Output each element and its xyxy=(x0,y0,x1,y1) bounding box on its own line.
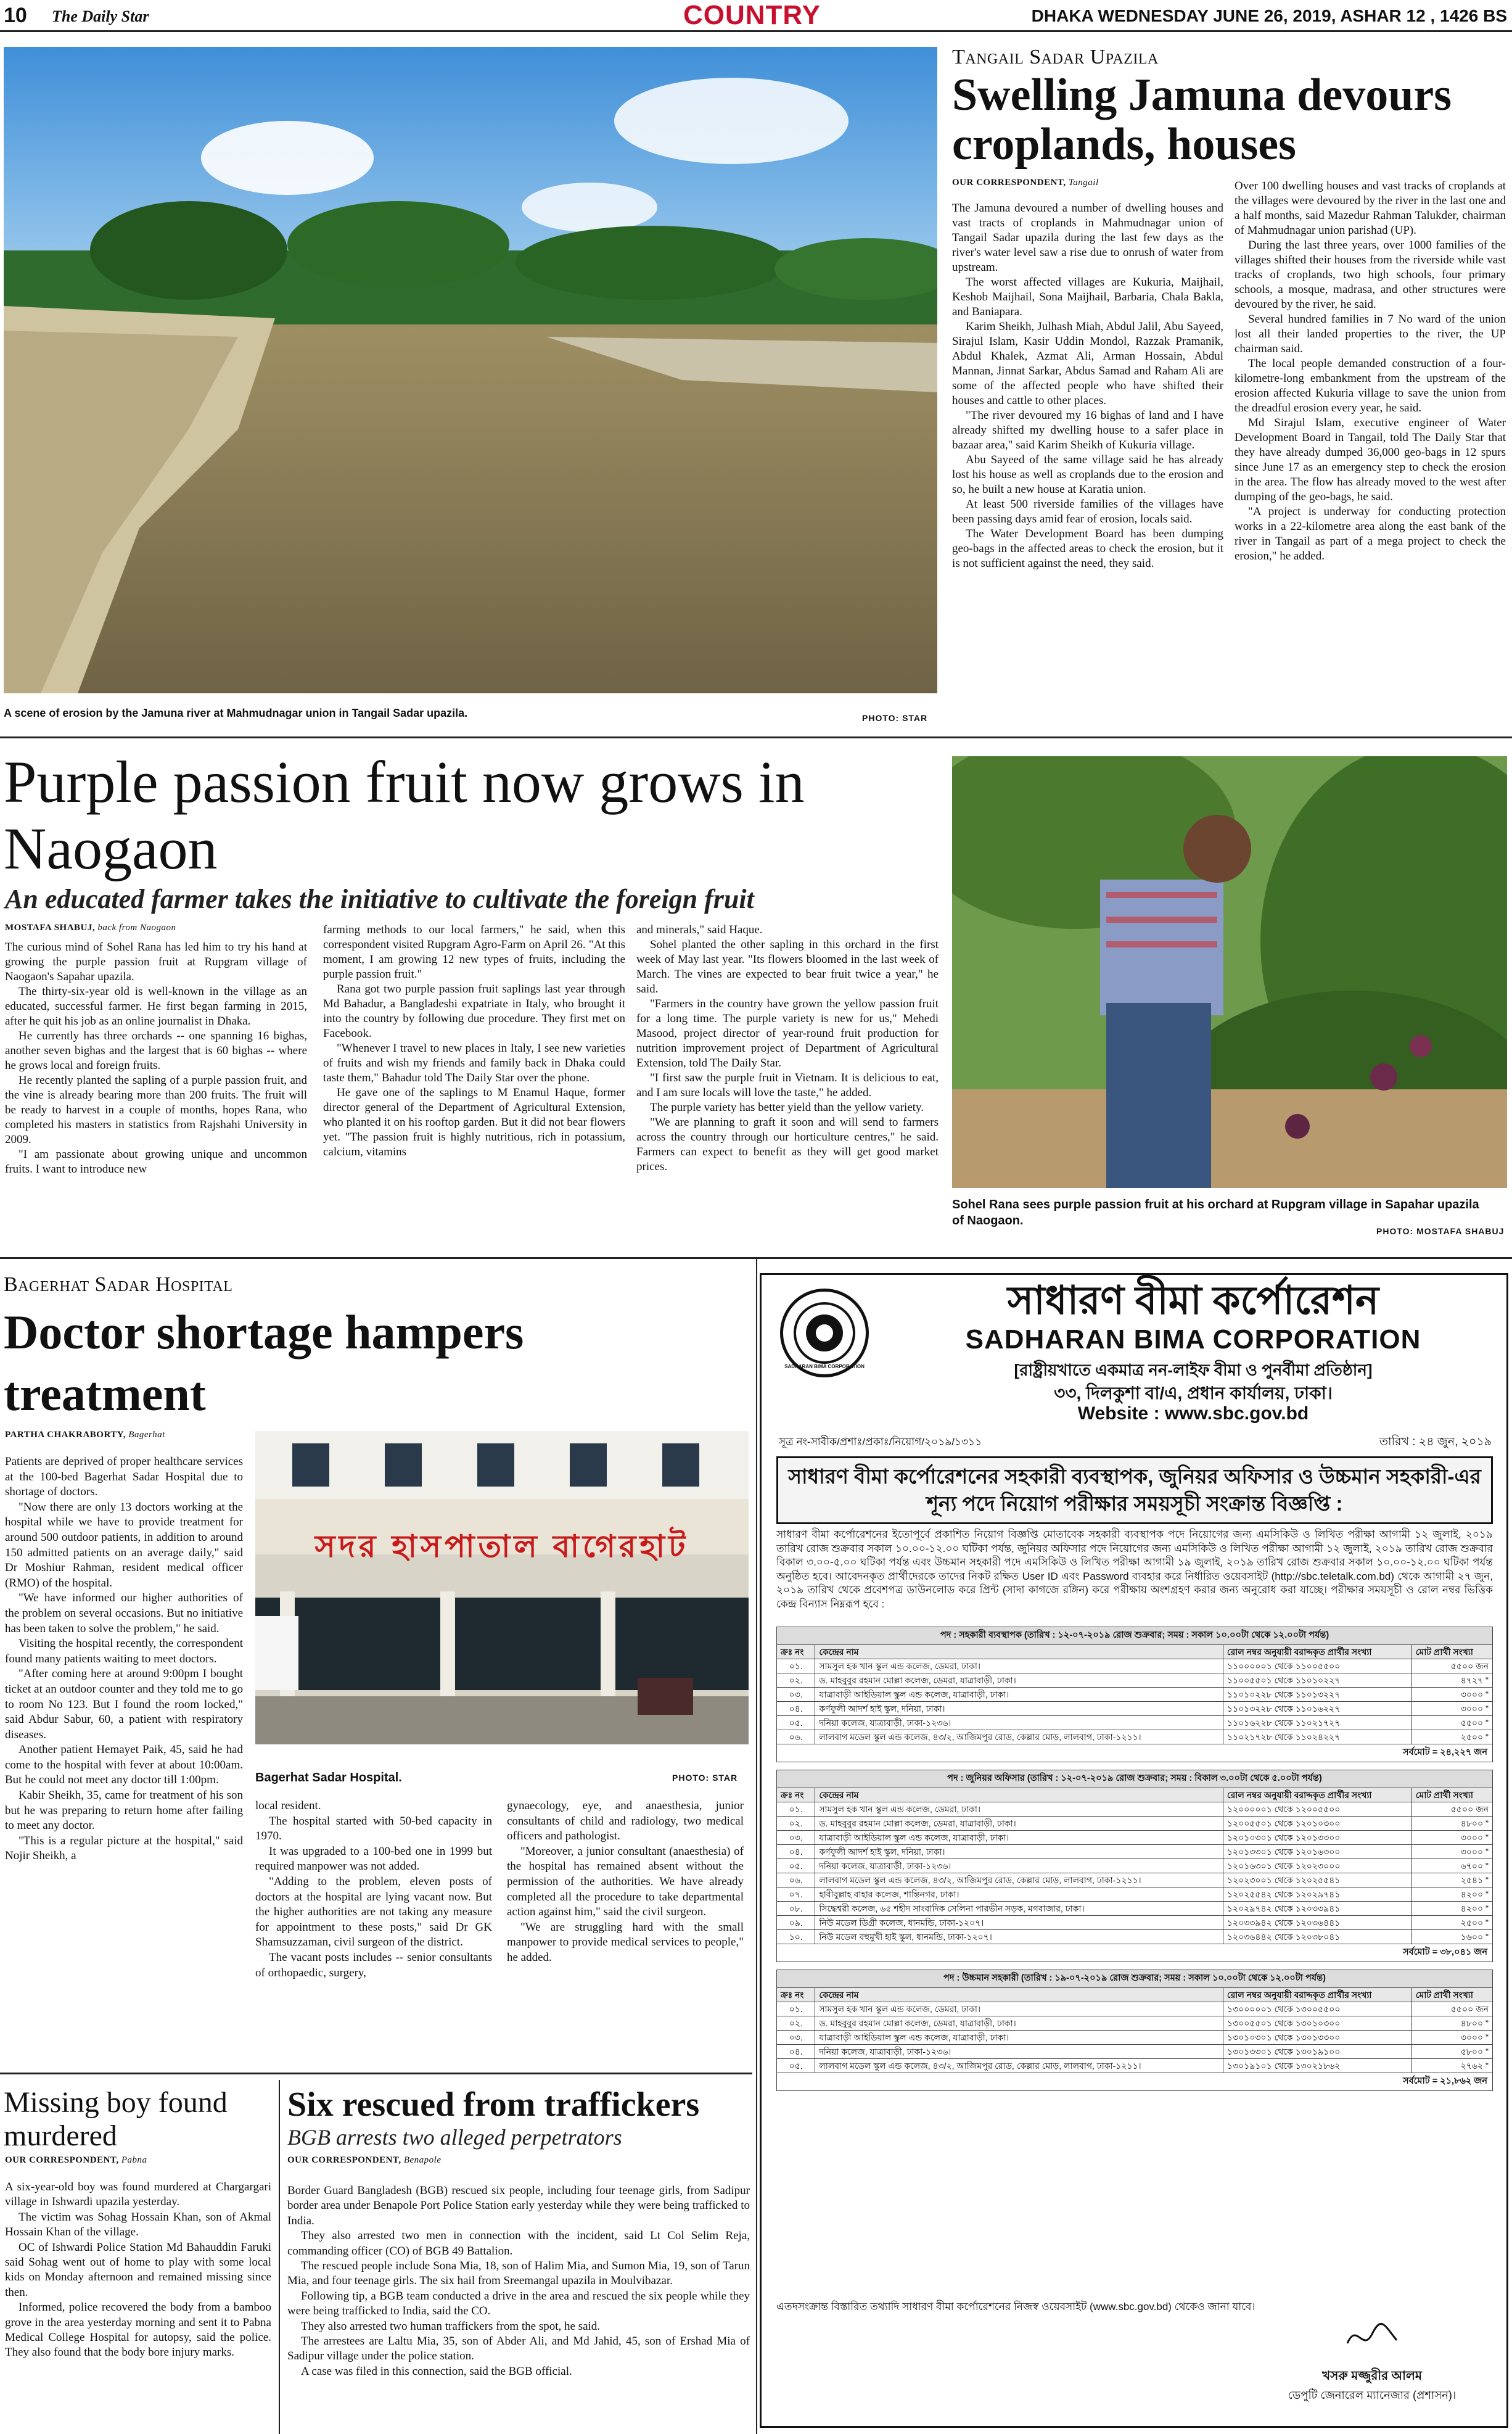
divider xyxy=(279,2080,280,2434)
missing-headline: Missing boy found murdered xyxy=(4,2086,228,2152)
table-cell: ০৯. xyxy=(777,1916,815,1930)
paragraph: They also arrested two men in connection with the incident, said Lt Col Selim Reja, commanding officer (CO) of BGB 49 Battalion. xyxy=(287,2229,750,2258)
table-cell: দনিয়া কলেজ, যাত্রাবাড়ী, ঢাকা-১২৩৬। xyxy=(815,1716,1223,1730)
sbc-sign-title: ডেপুটি জেনারেল ম্যানেজার (প্রশাসন)। xyxy=(1288,2389,1457,2401)
jamuna-photo xyxy=(4,47,937,693)
hospital-sign: সদর হাসপাতাল বাগেরহাট xyxy=(314,1529,689,1564)
sbc-schedule xyxy=(776,1627,1493,2091)
table-cell: ১২০২৯৭৪২ থেকে ১২০৩৩৯৪১ xyxy=(1223,1902,1411,1916)
post3-total: সর্বমোট = ২১,৮৬২ জন xyxy=(776,2073,1493,2091)
doctor-column-3 xyxy=(507,1799,744,1966)
sbc-title-bn: সাধারণ বীমা কর্পোরেশন xyxy=(1007,1278,1379,1322)
table-cell: ড. মাহবুবুর রহমান মোল্লা কলেজ, ডেমরা, যাত্রাবাড়ী, ঢাকা। xyxy=(815,1817,1223,1831)
table-header: কেন্দ্রের নাম xyxy=(815,1988,1223,2002)
table-row xyxy=(777,1673,1493,1688)
missing-body xyxy=(5,2180,271,2361)
paragraph: He gave one of the saplings to M Enamul Haque, former director general of the Department of Agricultural Extension, who planted it on his rooftop garden. But it did not bear flowers yet. "The passion fruit is highly nutritious, rich in potassium, calcium, vitamins xyxy=(323,1086,625,1158)
sbc-logo xyxy=(780,1289,869,1377)
table-cell: ১২০২৩০০১ থেকে ১২০২৫৫৪১ xyxy=(1223,1873,1411,1887)
table-row xyxy=(777,1817,1493,1831)
table-row xyxy=(777,1930,1493,1944)
paragraph: Md Sirajul Islam, executive engineer of Water Development Board in Tangail, told The Daily Star that they have already dumped 36,000 geo-bags in 12 spurs since June 17 as an emergency step to check the erosion in the area. The flow has already moved to the west after dumping of the geo-bags, he said. xyxy=(1235,416,1506,503)
table-cell: ১২০০৫৫০১ থেকে ১২০১০৩০০ xyxy=(1223,1817,1411,1831)
post2-table xyxy=(776,1788,1493,1944)
paragraph: "We are struggling hard with the small manpower to provide medical services to people," he added. xyxy=(507,1920,744,1964)
table-cell: লালবাগ মডেল স্কুল এন্ড কলেজ, ৪৩/২, আজিমপুর রোড, কেল্লার মোড়, লালবাগ, ঢাকা-১২১১। xyxy=(815,1730,1223,1744)
paragraph: Over 100 dwelling houses and vast tracks of croplands at the villages were devoured by the river in the last one and a half months, said Mazedur Rahman Talukder, chairman of Mahmudnagar union parishad (UP). xyxy=(1235,179,1506,237)
table-cell: ১২০১০৩০১ থেকে ১২০১৩৩০০ xyxy=(1223,1831,1411,1845)
sbc-intro: সাধারণ বীমা কর্পোরেশনের ইতোপূর্বে প্রকাশিত নিয়োগ বিজ্ঞপ্তি মোতাবেক সহকারী ব্যবস্থাপক পদে নিয়োগের জন্য এমসিকিউ ও লিখিত পরীক্ষা আগামী ১২ জুলাই, ২০১৯ তারিখ রোজ শুক্রবার সকাল ১০.০০-১২.০০ ঘটিকা পর্যন্ত, জুনিয়র অফিসার পদে নিয়োগের জন্য এমসিকিউ ও লিখিত পরীক্ষা আগামী ১২ জুলাই, ২০১৯ তারিখ রোজ শুক্রবার বিকাল ৩.০০-৫.০০ ঘটিকা পর্যন্ত এবং উচ্চমান সহকারী পদে এমসিকিউ ও লিখিত পরীক্ষা আগামী ১৯ জুলাই, ২০১৯ তারিখ রোজ শুক্রবার সকাল ১০.০০-১২.০০ ঘটিকা পর্যন্ত অনুষ্ঠিত হবে। আবেদনকৃত প্রার্থীদেরকে তাদের নিকট রক্ষিত User ID এবং Password ব্যবহার করে নির্ধারিত ওয়েবসাইট (http://sbc.teletalk.com.bd) থেকে আগামী ২৭ জুন, ২০১৯ তারিখ থেকে প্রবেশপত্র ডাউনলোড করে প্রিন্ট (সাদা কাগজে রঙ্গিন) করে পরীক্ষায় অংশগ্রহণ করার জন্য অনুরোধ করা যাচ্ছে। পরীক্ষার সময়সূচী ও রোল নম্বর ভিত্তিক কেন্দ্র বিন্যাস নিম্নরূপ হবে : xyxy=(776,1528,1493,1610)
table-cell: ১৩০১০৩০১ থেকে ১৩০১৩৩০০ xyxy=(1223,2031,1411,2045)
divider xyxy=(0,736,1512,738)
passion-byline: MOSTAFA SHABUJ, back from Naogaon xyxy=(5,923,176,933)
passion-photo xyxy=(952,756,1507,1188)
table-cell: লালবাগ মডেল স্কুল এন্ড কলেজ, ৪৩/২, আজিমপুর রোড, কেল্লার মোড়, লালবাগ, ঢাকা-১২১১। xyxy=(815,1873,1223,1887)
paragraph: "Now there are only 13 doctors working at the hospital while we have to provide treatment for around 500 outdoor patients, in addition to around 150 admitted patients on an average daily," said Dr Moshiur Rahman, resident medical officer (RMO) of the hospital. xyxy=(5,1500,243,1590)
table-cell: ৪৮০০ " xyxy=(1411,1817,1492,1831)
table-cell: ০৩. xyxy=(777,1688,815,1702)
paragraph: Rana got two purple passion fruit saplings last year through Md Bahadur, a Bangladeshi expatriate in Italy, who brought it into the country by following due procedure. They first met on Facebook. xyxy=(323,983,625,1040)
paragraph: The hospital started with 50-bed capacity in 1970. xyxy=(255,1814,492,1843)
paragraph: Visiting the hospital recently, the correspondent found many patients waiting to meet doctors. xyxy=(5,1637,243,1665)
table-cell: ১৬০০ " xyxy=(1411,1930,1492,1944)
table-header: ক্রঃ নং xyxy=(777,1645,815,1659)
paragraph: and minerals," said Haque. xyxy=(636,923,763,936)
sbc-memo: সূত্র নং-সাবীক/প্রশাঃ/প্রকাঃ/নিয়োগ/২০১৯/১৩১১ xyxy=(779,1436,982,1448)
table-row xyxy=(777,1702,1493,1716)
paper-name: The Daily Star xyxy=(52,7,149,25)
paragraph: Abu Sayeed of the same village said he has already lost his house as well as croplands due to the erosion and so, he built a new house at Karatia union. xyxy=(952,453,1223,496)
table-cell: ৪২০০ " xyxy=(1411,1887,1492,1902)
table-cell: ০৬. xyxy=(777,1730,815,1744)
trafficker-byline: OUR CORRESPONDENT, Benapole xyxy=(287,2155,442,2165)
passion-photo-caption: Sohel Rana sees purple passion fruit at his orchard at Rupgram village in Sapahar upazila of Naogaon. xyxy=(952,1198,1479,1227)
table-cell: দনিয়া কলেজ, যাত্রাবাড়ী, ঢাকা-১২৩৬। xyxy=(815,2045,1223,2059)
table-row xyxy=(777,1873,1493,1887)
signature-icon xyxy=(1341,2319,1403,2356)
sbc-date: তারিখ : ২৪ জুন, ২০১৯ xyxy=(1379,1435,1492,1448)
table-cell: ০৫. xyxy=(777,1859,815,1873)
page-number: 10 xyxy=(4,4,27,27)
table-cell: ১১০০০০০১ থেকে ১১০০৫৫০০ xyxy=(1223,1659,1411,1673)
table-cell: ১৩০০০০০১ থেকে ১৩০০৫৫০০ xyxy=(1223,2002,1411,2016)
jamuna-column-1 xyxy=(952,201,1223,571)
divider xyxy=(0,2073,752,2074)
paragraph: The local people demanded construction of a four-kilometre-long embankment from the upstream of the erosion affected Kukuria village to save the union from the dreadful erosion every year, he said. xyxy=(1235,357,1506,415)
table-header: ক্রঃ নং xyxy=(777,1988,815,2002)
table-cell: ১৩০১৯১০১ থেকে ১৩০২১৮৬২ xyxy=(1223,2059,1411,2073)
table-header: ক্রঃ নং xyxy=(777,1788,815,1802)
table-cell: কর্ণফুলী আদর্শ হাই স্কুল, দনিয়া, ঢাকা। xyxy=(815,1845,1223,1859)
table-cell: ১৩০০৫৫০১ থেকে ১৩০১০৩০০ xyxy=(1223,2016,1411,2031)
passion-column-1 xyxy=(5,940,307,1177)
paragraph: "Whenever I travel to new places in Italy, I see new varieties of fruits and wish my friends and family back in Dhaka could taste them," Bahadur told The Daily Star over the phone. xyxy=(323,1042,625,1084)
table-row xyxy=(777,1887,1493,1902)
paragraph: "Farmers in the country have grown the yellow passion fruit for a long time. The purple variety is new for us," Mehedi Masood, project director of year-round fruit production for nutrition improvement project of Department of Agricultural Extension, told The Daily Star. xyxy=(636,997,939,1070)
paragraph: The thirty-six-year old is well-known in the village as an educated, successful farmer. He first began farming in 2015, after he quit his job as an online journalist in Dhaka. xyxy=(5,985,307,1028)
table-cell: ০৫. xyxy=(777,2059,815,2073)
paragraph: Following tip, a BGB team conducted a drive in the area and rescued the six people while they were being trafficked to India, said the CO. xyxy=(287,2289,750,2318)
table-cell: ১২০১৬৩০১ থেকে ১২০২৩০০০ xyxy=(1223,1859,1411,1873)
table-cell: ১২০৩৬৪৪২ থেকে ১২০৩৮০৪১ xyxy=(1223,1930,1411,1944)
table-cell: ১১০২১৭২৮ থেকে ১১০২৪২২৭ xyxy=(1223,1730,1411,1744)
table-cell: সামসুল হক খান স্কুল এন্ড কলেজ, ডেমরা, ঢাকা। xyxy=(815,1802,1223,1817)
table-cell: ০১. xyxy=(777,1659,815,1673)
paragraph: "We have informed our higher authorities of the problem on several occasions. But no initiative has been taken to solve the problem," he said. xyxy=(5,1591,243,1635)
post1-label: পদ : সহকারী ব্যবস্থাপক (তারিখ : ১২-০৭-২০১৯ রোজ শুক্রবার; সময় : সকাল ১০.০০টা থেকে ১২.০০টা পর্যন্ত) xyxy=(776,1627,1493,1644)
table-cell: ১০. xyxy=(777,1930,815,1944)
table-cell: দনিয়া কলেজ, যাত্রাবাড়ী, ঢাকা-১২৩৬। xyxy=(815,1859,1223,1873)
table-cell: ০১. xyxy=(777,1802,815,1817)
paragraph: "A project is underway for conducting protection works in a 22-kilometre area along the east bank of the river in Tangail as part of a mega project to check the erosion," he added. xyxy=(1235,505,1506,563)
paragraph: They also arrested two human traffickers from the spot, he said. xyxy=(301,2319,601,2333)
table-header: মোট প্রার্থী সংখ্যা xyxy=(1411,1788,1492,1802)
table-header: রোল নম্বর অনুযায়ী বরাদ্দকৃত প্রার্থীর সংখ্যা xyxy=(1223,1988,1411,2002)
paragraph: Several hundred families in 7 No ward of the union lost all their landed properties to the river, the UP chairman said. xyxy=(1235,313,1506,355)
paragraph: "We are planning to graft it soon and will send to farmers across the country through our horticulture centres," he said. Farmers can expect to benefit as they will get good market prices. xyxy=(636,1116,939,1173)
table-cell: ০৭. xyxy=(777,1887,815,1902)
paragraph: The worst affected villages are Kukuria, Maijhail, Keshob Maijhail, Sona Maijhail, Barbaria, Chala Bakla, and Baniapara. xyxy=(952,276,1223,318)
jamuna-headline: Swelling Jamuna devours croplands, houses xyxy=(952,70,1452,170)
table-row xyxy=(777,2016,1493,2031)
paragraph: He currently has three orchards -- one spanning 16 bighas, another seven bighas and the largest that is 60 bighas -- where he grows local and foreign fruits. xyxy=(5,1029,307,1072)
dateline: DHAKA WEDNESDAY JUNE 26, 2019, ASHAR 12 , 1426 BS xyxy=(1031,6,1507,25)
table-cell: ৫৫০০ " xyxy=(1411,1716,1492,1730)
table-cell: যাত্রাবাড়ী আইডিয়াল স্কুল এন্ড কলেজ, যাত্রাবাড়ী, ঢাকা। xyxy=(815,1688,1223,1702)
table-cell: যাত্রাবাড়ী আইডিয়াল স্কুল এন্ড কলেজ, যাত্রাবাড়ী, ঢাকা। xyxy=(815,2031,1223,2045)
paragraph: "The river devoured my 16 bighas of land and I have already shifted my dwelling house to a safer place in bazaar area," said Karim Sheikh of Kukuria village. xyxy=(952,409,1223,452)
table-cell: ০৬. xyxy=(777,1873,815,1887)
paragraph: The curious mind of Sohel Rana has led him to try his hand at growing the purple passion fruit at Rupgram village of Naogaon's Sapahar upazila. xyxy=(5,941,307,983)
sbc-logo-lettering: SADHARAN BIMA CORPORATION xyxy=(784,1364,865,1369)
table-row xyxy=(777,1859,1493,1873)
paragraph: "After coming here at around 9:00pm I bought ticket at an outdoor counter and they told me to go to room No 123. But I found the room locked," said Abdur Sabur, 60, a patient with respiratory diseases. xyxy=(5,1667,243,1741)
passion-subhead: An educated farmer takes the initiative to cultivate the foreign fruit xyxy=(5,884,754,914)
table-row xyxy=(777,2031,1493,2045)
trafficker-body xyxy=(287,2184,750,2379)
post1-total: সর্বমোট = ২৪,২২৭ জন xyxy=(776,1744,1493,1762)
passion-column-3 xyxy=(636,923,939,1174)
table-cell: সামসুল হক খান স্কুল এন্ড কলেজ, ডেমরা, ঢাকা। xyxy=(815,2002,1223,2016)
paragraph: At least 500 riverside families of the villages have been passing days amid fear of erosion, locals said. xyxy=(952,498,1223,526)
table-cell: ০৪. xyxy=(777,1845,815,1859)
hospital-photo xyxy=(255,1431,749,1744)
section-label: COUNTRY xyxy=(683,0,821,30)
sbc-address: ৩৩, দিলকুশা বা/এ, প্রধান কার্যালয়, ঢাকা। xyxy=(1054,1384,1333,1403)
table-cell: ড. মাহবুবুর রহমান মোল্লা কলেজ, ডেমরা, যাত্রাবাড়ী, ঢাকা। xyxy=(815,1673,1223,1688)
trafficker-headline: Six rescued from traffickers xyxy=(287,2085,700,2124)
table-row xyxy=(777,1845,1493,1859)
table-cell: ৫৮০০ " xyxy=(1411,2045,1492,2059)
post2-total: সর্বমোট = ৩৮,০৪১ জন xyxy=(776,1944,1493,1962)
table-cell: ১১০১০২২৮ থেকে ১১০১৩২২৭ xyxy=(1223,1688,1411,1702)
post2-label: পদ : জুনিয়র অফিসার (তারিখ : ১২-০৭-২০১৯ রোজ শুক্রবার; সময় : বিকাল ৩.০০টা থেকে ৫.০০টা পর্যন্ত) xyxy=(776,1770,1493,1788)
table-cell: হাবীবুল্লাহ বাহার কলেজ, শান্তিনগর, ঢাকা। xyxy=(815,1887,1223,1902)
table-cell: ৪২০০ " xyxy=(1411,1902,1492,1916)
paragraph: A case was filed in this connection, said the BGB official. xyxy=(301,2364,572,2378)
table-cell: ৫৫০০ জন xyxy=(1411,1659,1492,1673)
paragraph: The vacant posts includes -- senior consultants of orthopaedic, surgery, xyxy=(255,1950,492,1979)
table-cell: ২৫০০ " xyxy=(1411,1730,1492,1744)
table-cell: নিউ মডেল বহুমুখী হাই স্কুল, ধানমন্ডি, ঢাকা-১২০৭। xyxy=(815,1930,1223,1944)
paragraph: The arrestees are Laltu Mia, 35, son of Abder Ali, and Md Jahid, 45, son of Ershad Mia of Sadipur village under the police station. xyxy=(287,2335,750,2363)
jamuna-photo-credit: PHOTO: STAR xyxy=(862,713,928,723)
table-cell: নিউ মডেল ডিগ্রী কলেজ, ধানমন্ডি, ঢাকা-১২০৭। xyxy=(815,1916,1223,1930)
table-cell: ৫৫০০ জন xyxy=(1411,2002,1492,2016)
sbc-website: Website : www.sbc.gov.bd xyxy=(1077,1403,1309,1424)
table-cell: ২৫০০ " xyxy=(1411,1916,1492,1930)
table-cell: ৩০০০ " xyxy=(1411,1831,1492,1845)
table-cell: ০২. xyxy=(777,1817,815,1831)
paragraph: "I first saw the purple fruit in Vietnam. It is delicious to eat, and I am sure locals will love the taste," he added. xyxy=(636,1071,939,1099)
paragraph: Border Guard Bangladesh (BGB) rescued six people, including four teenage girls, from Sadipur border area under Benapole Port Police Station early yesterday while they were being trafficked to India. xyxy=(287,2184,750,2227)
paragraph: During the last three years, over 1000 families of the villages shifted their houses from the riverside while vast tracks of croplands, two high schools, four primary schools, a mosque, madrasa, and other structures were devoured by the river, he said. xyxy=(1235,239,1506,311)
doctor-headline: Doctor shortage hampers treatment xyxy=(4,1305,524,1421)
table-cell: ০৪. xyxy=(777,1702,815,1716)
sbc-advertisement xyxy=(760,1273,1508,2428)
paragraph: Sohel planted the other sapling in this orchard in the first week of May last year. "Its flowers bloomed in the last week of March. The vines are expected to bear fruit twice a year," he said. xyxy=(636,938,939,996)
sbc-footer: এতদসংক্রান্ত বিস্তারিত তথ্যাদি সাধারণ বীমা কর্পোরেশনের নিজস্ব ওয়েবসাইট (www.sbc.gov.bd) থেকেও জানা যাবে। xyxy=(776,2301,1255,2312)
paragraph: gynaecology, eye, and anaesthesia, junior consultants of child and radiology, two medical officers and pathologist. xyxy=(507,1799,744,1843)
paragraph: "This is a regular picture at the hospital," said Nojir Sheikh, a xyxy=(5,1834,243,1863)
paragraph: A six-year-old boy was found murdered at Chargargari village in Ishwardi upazila yesterday. xyxy=(5,2180,271,2209)
table-cell: লালবাগ মডেল স্কুল এন্ড কলেজ, ৪৩/২, আজিমপুর রোড, কেল্লার মোড়, লালবাগ, ঢাকা-১২১১। xyxy=(815,2059,1223,2073)
doctor-kicker: Bagerhat Sadar Hospital xyxy=(4,1273,233,1296)
paragraph: "I am passionate about growing unique and uncommon fruits. I want to introduce new xyxy=(5,1148,307,1176)
paragraph: He recently planted the sapling of a purple passion fruit, and the vine is already bearing more than 200 fruits. The fruit will be ready to harvest in a couple of months, hopes Rana, who completed his masters in statistics from Rajshahi University in 2009. xyxy=(5,1074,307,1146)
sbc-sign-name: খসরু মজ্জুরীর আলম xyxy=(1322,2369,1422,2383)
table-cell: কর্ণফুলী আদর্শ হাই স্কুল, দনিয়া, ঢাকা। xyxy=(815,1702,1223,1716)
paragraph: It was upgraded to a 100-bed one in 1999 but required manpower was not added. xyxy=(255,1844,492,1873)
paragraph: The victim was Sohag Hossain Khan, son of Akmal Hossain Khan of the village. xyxy=(5,2210,271,2239)
table-cell: ১২০৩৩৯৪২ থেকে ১২০৩৬৪৪১ xyxy=(1223,1916,1411,1930)
table-header: রোল নম্বর অনুযায়ী বরাদ্দকৃত প্রার্থীর সংখ্যা xyxy=(1223,1788,1411,1802)
table-cell: ০২. xyxy=(777,2016,815,2031)
table-cell: ০৫. xyxy=(777,1716,815,1730)
passion-column-2 xyxy=(323,923,625,1160)
doctor-photo-caption: Bagerhat Sadar Hospital. xyxy=(255,1771,402,1784)
paragraph: "Moreover, a junior consultant (anaesthesia) of the hospital has remained absent without the permission of the authorities. We have already completed all the procedure to take departmental action against him," said the civil surgeon. xyxy=(507,1844,744,1919)
table-row xyxy=(777,2059,1493,2073)
table-header: মোট প্রার্থী সংখ্যা xyxy=(1411,1988,1492,2002)
paragraph: The rescued people include Sona Mia, 18, son of Halim Mia, and Sumon Mia, 19, son of Tarun Mia, and four teenage girls. The six hail from Sreemangal upazila in Moulvibazar. xyxy=(287,2259,750,2288)
jamuna-kicker: Tangail Sadar Upazila xyxy=(952,46,1159,68)
table-row xyxy=(777,1916,1493,1930)
table-row xyxy=(777,1730,1493,1744)
post3-label: পদ : উচ্চমান সহকারী (তারিখ : ১৯-০৭-২০১৯ রোজ শুক্রবার; সময় : সকাল ১০.০০টা থেকে ১২.০০টা পর্যন্ত) xyxy=(776,1970,1493,1987)
table-row xyxy=(777,1802,1493,1817)
table-cell: ০৩. xyxy=(777,2031,815,2045)
table-cell: সামসুল হক খান স্কুল এন্ড কলেজ, ডেমরা, ঢাকা। xyxy=(815,1659,1223,1673)
table-cell: ০১. xyxy=(777,2002,815,2016)
post3-table xyxy=(776,1987,1493,2073)
post1-table xyxy=(776,1644,1493,1744)
table-cell: ০৪. xyxy=(777,2045,815,2059)
sbc-notice-title: সাধারণ বীমা কর্পোরেশনের সহকারী ব্যবস্থাপক, জুনিয়র অফিসার ও উচ্চমান সহকারী-এর শূন্য পদে নিয়োগ পরীক্ষার সময়সূচী সংক্রান্ত বিজ্ঞপ্তি : xyxy=(776,1456,1493,1524)
sbc-tagline: [রাষ্ট্রীয়খাতে একমাত্র নন-লাইফ বীমা ও পুনর্বীমা প্রতিষ্ঠান] xyxy=(1014,1361,1373,1379)
table-cell: ৪৭২৭ " xyxy=(1411,1673,1492,1688)
paragraph: Karim Sheikh, Julhash Miah, Abdul Jalil, Abu Sayeed, Sirajul Islam, Kasir Uddin Mondol, Razzak Pramanik, Abdul Khalek, Azmat Ali, Arman Hossain, Abdul Mannan, Jinnat Sarkar, Abdus Samad and Raham Ali are some of the affected people who have shifted their houses and cattle to other places. xyxy=(952,320,1223,407)
passion-photo-credit: PHOTO: MOSTAFA SHABUJ xyxy=(1376,1226,1505,1236)
table-cell: ৩০০০ " xyxy=(1411,1702,1492,1716)
table-cell: ২৭৬২ " xyxy=(1411,2059,1492,2073)
trafficker-subhead: BGB arrests two alleged perpetrators xyxy=(287,2125,622,2150)
paragraph: local resident. xyxy=(255,1799,321,1812)
paragraph: OC of Ishwardi Police Station Md Bahauddin Faruki said Sohag went out of home to play with some local kids on Monday afternoon and remained missing since then. xyxy=(5,2240,271,2299)
table-cell: ৬৭০০ " xyxy=(1411,1859,1492,1873)
table-header: কেন্দ্রের নাম xyxy=(815,1788,1223,1802)
table-cell: ০৮. xyxy=(777,1902,815,1916)
table-cell: ১২০০০০০১ থেকে ১২০০৫৫০০ xyxy=(1223,1802,1411,1817)
paragraph: The Water Development Board has been dumping geo-bags in the affected areas to check the erosion, but it is not sufficient against the need, they said. xyxy=(952,527,1223,570)
table-cell: ০৩. xyxy=(777,1831,815,1845)
paragraph: Kabir Sheikh, 35, came for treatment of his son but he was preparing to return home after failing to meet any doctor. xyxy=(5,1789,243,1833)
table-header: কেন্দ্রের নাম xyxy=(815,1645,1223,1659)
doctor-column-1 xyxy=(5,1454,243,1864)
table-cell: ৩০০০ " xyxy=(1411,1688,1492,1702)
doctor-column-2 xyxy=(255,1799,492,1981)
jamuna-column-2 xyxy=(1235,179,1506,564)
paragraph: The Jamuna devoured a number of dwelling houses and vast tracts of croplands in Mahmudnagar union of Tangail Sadar upazila during the last few days as the river's water level saw a rise due to onrush of water from upstream. xyxy=(952,202,1223,274)
table-row xyxy=(777,2045,1493,2059)
doctor-byline: PARTHA CHAKRABORTY, Bagerhat xyxy=(5,1430,165,1440)
jamuna-byline: OUR CORRESPONDENT, Tangail xyxy=(952,178,1099,188)
paragraph: farming methods to our local farmers," he said, when this correspondent visited Rupgram Agro-Farm on April 26. "At this moment, I am growing 12 new types of fruits, including the purple passion fruit." xyxy=(323,923,625,981)
table-cell: ১১০০৫৫০১ থেকে ১১০১০২২৭ xyxy=(1223,1673,1411,1688)
table-row xyxy=(777,1716,1493,1730)
doctor-photo-credit: PHOTO: STAR xyxy=(672,1773,738,1783)
table-cell: ১১০১৬২২৮ থেকে ১১০২১৭২৭ xyxy=(1223,1716,1411,1730)
paragraph: Informed, police recovered the body from a bamboo grove in the area yesterday morning and sent it to Pabna Medical College Hospital for autopsy, said the police. They also found that the body bore injury marks. xyxy=(5,2301,271,2359)
table-cell: ২৫৪১ " xyxy=(1411,1873,1492,1887)
sbc-title-en: SADHARAN BIMA CORPORATION xyxy=(965,1324,1421,1355)
table-row xyxy=(777,1902,1493,1916)
masthead xyxy=(0,0,1512,32)
table-cell: ড. মাহবুবুর রহমান মোল্লা কলেজ, ডেমরা, যাত্রাবাড়ী, ঢাকা। xyxy=(815,2016,1223,2031)
missing-byline: OUR CORRESPONDENT, Pabna xyxy=(5,2155,147,2165)
table-cell: ১২০২৫৫৪২ থেকে ১২০২৯৭৪১ xyxy=(1223,1887,1411,1902)
paragraph: Another patient Hemayet Paik, 45, said he had come to the hospital with fever at about 10:00am. But he could not meet any doctor till 1:00pm. xyxy=(5,1743,243,1787)
table-cell: ৩০০০ " xyxy=(1411,1845,1492,1859)
table-cell: ৫৫০০ জন xyxy=(1411,1802,1492,1817)
passion-headline: Purple passion fruit now grows in Naogaon xyxy=(4,749,805,881)
table-cell: ১৩০১৩৩০১ থেকে ১৩০১৯১০০ xyxy=(1223,2045,1411,2059)
table-row xyxy=(777,1659,1493,1673)
table-cell: ৪৮০০ " xyxy=(1411,2016,1492,2031)
table-row xyxy=(777,1688,1493,1702)
table-header: মোট প্রার্থী সংখ্যা xyxy=(1411,1645,1492,1659)
divider xyxy=(756,1258,757,2434)
jamuna-photo-caption: A scene of erosion by the Jamuna river at Mahmudnagar union in Tangail Sadar upazila. xyxy=(4,707,468,719)
table-cell: যাত্রাবাড়ী আইডিয়াল স্কুল এন্ড কলেজ, যাত্রাবাড়ী, ঢাকা। xyxy=(815,1831,1223,1845)
paragraph: Patients are deprived of proper healthcare services at the 100-bed Bagerhat Sadar Hospital due to shortage of doctors. xyxy=(5,1455,243,1499)
table-row xyxy=(777,2002,1493,2016)
table-header: রোল নম্বর অনুযায়ী বরাদ্দকৃত প্রার্থীর সংখ্যা xyxy=(1223,1645,1411,1659)
table-cell: ১১০১৩২২৮ থেকে ১১০১৬২২৭ xyxy=(1223,1702,1411,1716)
table-cell: ১২০১৩৩০১ থেকে ১২০১৬৩০০ xyxy=(1223,1845,1411,1859)
table-cell: ০২. xyxy=(777,1673,815,1688)
table-cell: ৩০০০ " xyxy=(1411,2031,1492,2045)
table-cell: সিদ্ধেশ্বরী কলেজ, ৬৫ শহীদ সাংবাদিক সেলিনা পারভীন সড়ক, মগবাজার, ঢাকা। xyxy=(815,1902,1223,1916)
paragraph: "Adding to the problem, eleven posts of doctors at the hospital are lying vacant now. But the higher authorities are not taking any measure for appointment to these posts," said Dr GK Shamsuzzaman, civil surgeon of the district. xyxy=(255,1875,492,1949)
paragraph: The purple variety has better yield than the yellow variety. xyxy=(650,1101,924,1114)
table-row xyxy=(777,1831,1493,1845)
